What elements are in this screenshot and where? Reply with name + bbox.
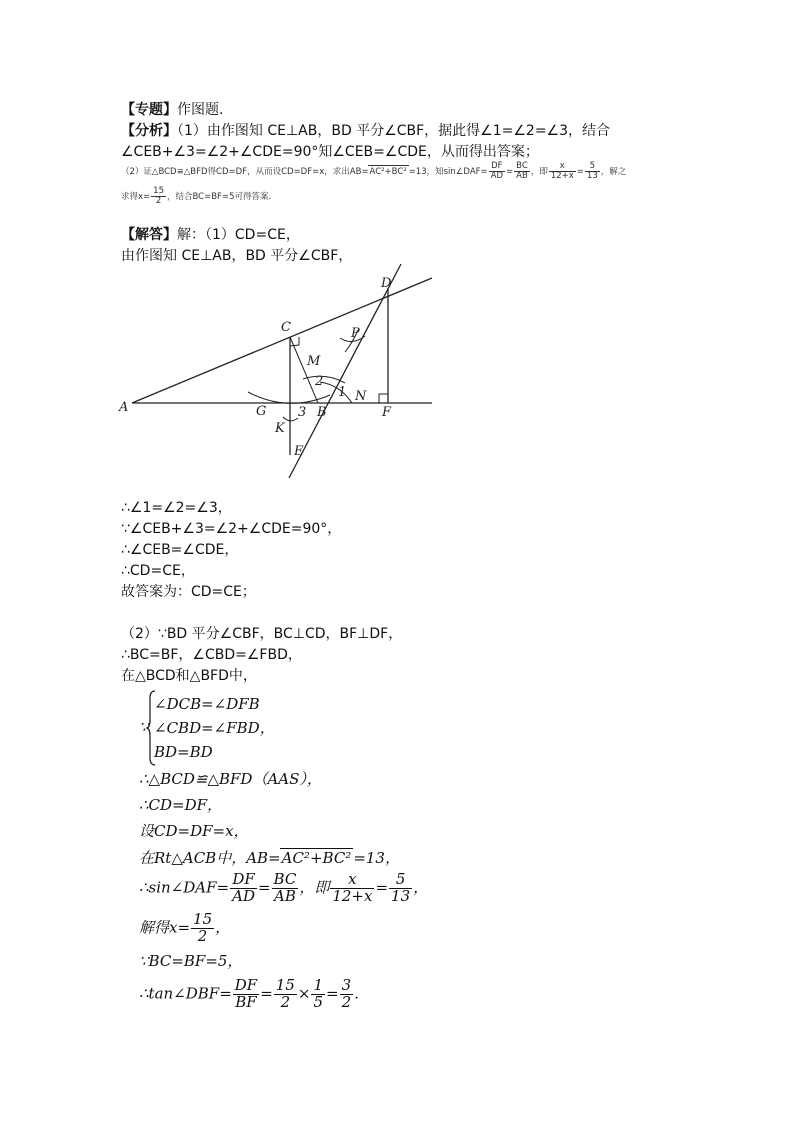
- analysis-line-2: ∠CEB+∠3=∠2+∠CDE=90°知∠CEB=∠CDE，从而得出答案；: [121, 144, 539, 160]
- frac-BC-AB: $\frac{BC}{AB}$: [273, 870, 297, 905]
- part2-11-eq: =: [260, 984, 273, 1003]
- label-E: E: [294, 444, 304, 459]
- analysis-frac-5: $\frac{15}{2}$: [153, 186, 164, 206]
- part2-line-3: 在△BCD和△BFD中，: [121, 668, 257, 684]
- part2-line-6: 设CD=DF=x，: [139, 822, 249, 840]
- analysis-3d: ，解之: [600, 166, 627, 177]
- analysis-eq-2: =: [576, 166, 584, 177]
- topic-text: 作图题.: [177, 102, 224, 118]
- part2-8-eq-2: =: [375, 878, 389, 897]
- part2-line-5: ∴CD=DF，: [139, 796, 223, 814]
- label-B: B: [317, 405, 327, 420]
- part2-line-4: ∴△BCD≌△BFD（AAS），: [139, 770, 322, 788]
- part2-line-9: [139, 912, 230, 945]
- part2-8-eq: =: [257, 878, 271, 897]
- congruence-conditions: [154, 692, 275, 764]
- answer-label: 【解答】: [121, 227, 177, 243]
- part2-line-2: ∴BC=BF，∠CBD=∠FBD，: [121, 647, 302, 663]
- because-symbol: ∵: [139, 718, 149, 736]
- analysis-text-1: （1）由作图知 CE⊥AB，BD 平分∠CBF，据此得∠1=∠2=∠3，结合: [177, 123, 611, 139]
- analysis-4a: 求得x=: [121, 191, 151, 202]
- part1-line-3: ∴∠CEB=∠CDE，: [121, 542, 239, 558]
- part1-line-1: ∴∠1=∠2=∠3，: [121, 500, 232, 516]
- part2-line-10: ∵BC=BF=5，: [139, 952, 243, 970]
- part2-line-8: [139, 872, 428, 905]
- times-sign: ×: [297, 984, 311, 1003]
- label-angle-2: 2: [315, 374, 324, 389]
- right-angle-C: [290, 337, 299, 346]
- answer-line-2: 由作图知 CE⊥AB，BD 平分∠CBF，: [121, 248, 353, 264]
- label-G: G: [256, 404, 267, 419]
- topic-label: 【专题】: [121, 102, 177, 118]
- label-A: A: [119, 400, 129, 415]
- line-BD: [289, 264, 401, 478]
- label-K: K: [275, 421, 285, 436]
- analysis-frac-2: $\frac{BC}{AB}$: [516, 161, 528, 181]
- part2-11-end: ．: [354, 984, 370, 1003]
- label-F: F: [382, 405, 392, 420]
- part2-7-sqrt: AC²+BC²: [281, 849, 352, 867]
- label-N: N: [355, 389, 367, 404]
- frac-1-5: $\frac{1}{5}$: [313, 976, 324, 1011]
- frac-DF-BF: $\frac{DF}{BF}$: [234, 976, 258, 1011]
- frac-15-2b: $\frac{15}{2}$: [275, 976, 295, 1011]
- analysis-frac-1: $\frac{DF}{AD}$: [490, 161, 504, 181]
- analysis-4b: ，结合BC=BF=5可得答案．: [166, 191, 277, 202]
- label-P: P: [351, 326, 360, 341]
- part2-8a: ∴sin∠DAF=: [139, 878, 230, 897]
- label-C: C: [281, 320, 291, 335]
- answer-intro: 解：（1）CD=CE，: [177, 227, 300, 243]
- analysis-eq: =: [506, 166, 514, 177]
- part2-8-mid: ，即: [299, 878, 330, 897]
- condition-1: ∠DCB=∠DFB: [154, 695, 260, 713]
- part1-line-5: 故答案为：CD=CE；: [121, 584, 256, 600]
- analysis-frac-4: $\frac{5}{13}$: [586, 161, 598, 181]
- frac-5-13: $\frac{5}{13}$: [391, 870, 411, 905]
- label-angle-3: 3: [298, 405, 307, 420]
- analysis-3c: ，即: [530, 166, 548, 177]
- part2-line-1: （2）∵BD 平分∠CBF，BC⊥CD，BF⊥DF，: [121, 626, 403, 642]
- part2-line-11: [139, 978, 369, 1011]
- part2-11-eq-2: =: [326, 984, 339, 1003]
- analysis-frac-3: $\frac{x}{12+x}$: [550, 161, 574, 181]
- line-BC: [290, 337, 318, 403]
- part2-9b: ，: [215, 918, 231, 937]
- part2-8-end: ，: [413, 878, 429, 897]
- frac-3-2: $\frac{3}{2}$: [341, 976, 352, 1011]
- part1-line-4: ∴CD=CE，: [121, 563, 195, 579]
- condition-3: BD=BD: [154, 743, 213, 761]
- analysis-3b: =13，知sin∠DAF=: [408, 166, 488, 177]
- analysis-3a: （2）证△BCD≌△BFD得CD=DF，从而设CD=DF=x，求出AB=: [121, 166, 369, 177]
- frac-x-12x: $\frac{x}{12+x}$: [332, 870, 373, 905]
- part2-7a: 在Rt△ACB中，AB=: [139, 849, 281, 867]
- label-M: M: [307, 354, 321, 369]
- analysis-3-sqrt: AC²+BC²: [369, 166, 407, 177]
- geometry-figure: [0, 0, 800, 500]
- arc-1: [320, 382, 352, 403]
- frac-DF-AD: $\frac{DF}{AD}$: [232, 870, 255, 905]
- part2-9a: 解得x=: [139, 918, 191, 937]
- label-angle-1: 1: [338, 385, 347, 400]
- label-D: D: [381, 276, 392, 291]
- condition-2: ∠CBD=∠FBD，: [154, 719, 275, 737]
- part2-11a: ∴tan∠DBF=: [139, 984, 232, 1003]
- part2-7b: =13，: [353, 849, 400, 867]
- analysis-label: 【分析】: [121, 123, 177, 139]
- frac-15-2: $\frac{15}{2}$: [193, 910, 213, 945]
- part2-line-7: [139, 848, 400, 867]
- right-angle-F: [379, 394, 388, 403]
- part1-line-2: ∵∠CEB+∠3=∠2+∠CDE=90°，: [121, 521, 342, 537]
- line-AD: [132, 278, 432, 403]
